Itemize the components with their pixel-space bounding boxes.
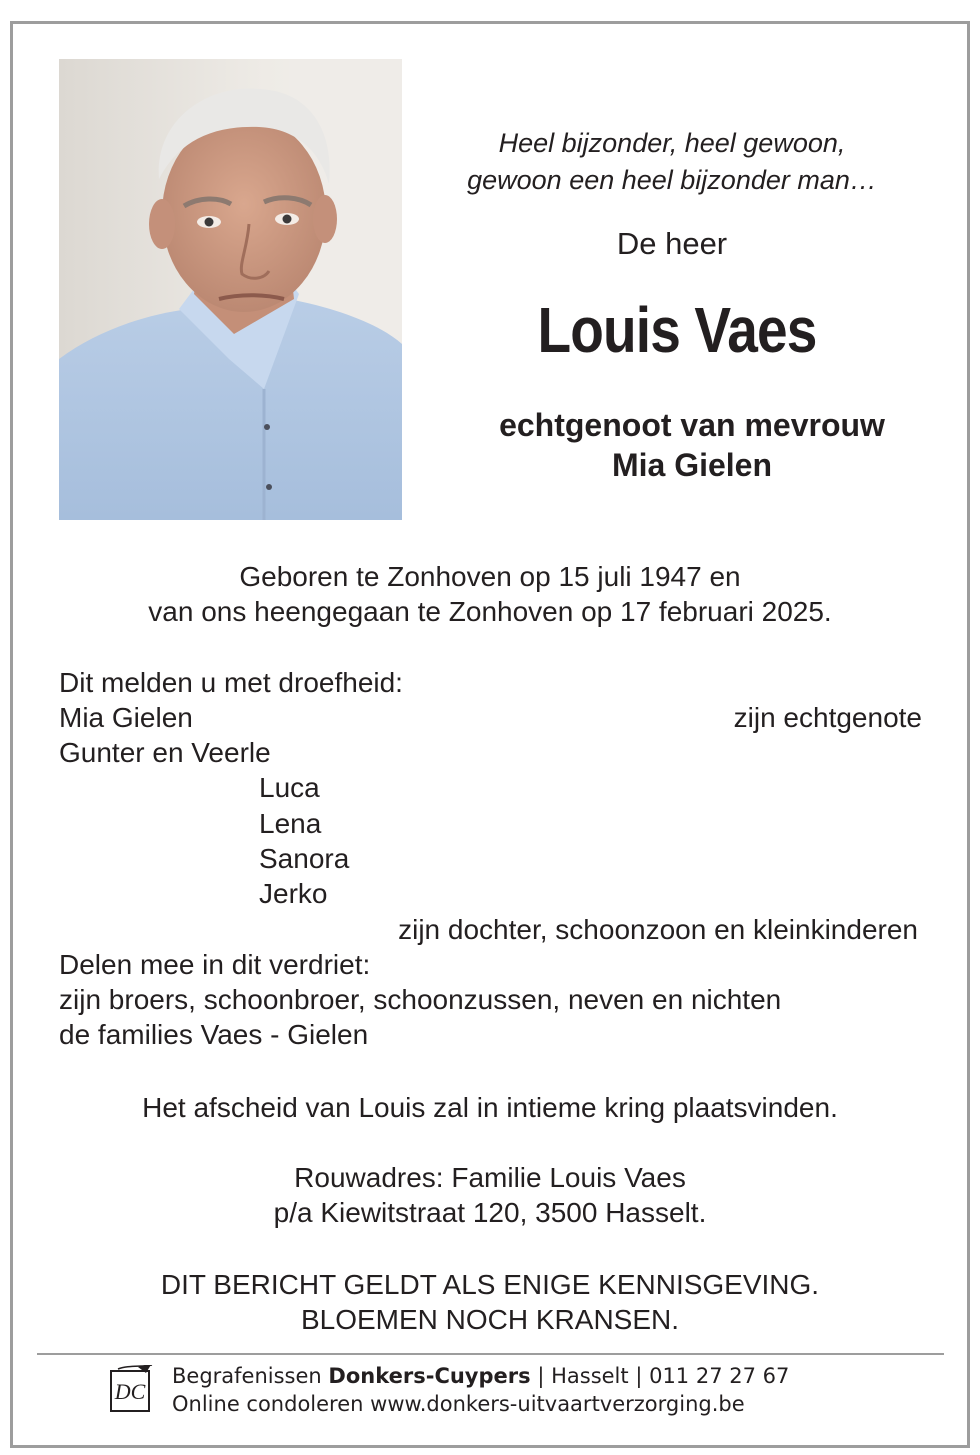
grandchild-name: Luca [259,772,320,803]
funeral-home-logo-icon [108,1365,154,1415]
footer-phone[interactable]: 011 27 27 67 [649,1364,790,1388]
announce-intro: Dit melden u met droefheid: [59,667,403,698]
quote-line-1: Heel bijzonder, heel gewoon, [498,128,846,158]
spouse-line-2: Mia Gielen [611,447,773,483]
footer-divider [37,1353,944,1355]
relatives-line-2: de families Vaes - Gielen [59,1019,369,1050]
mourning-address [0,1160,980,1230]
footer-line-2 [172,1390,745,1418]
relatives-line-1: zijn broers, schoonbroer, schoonzussen, neven en nichten [59,984,782,1015]
notice-line-2: BLOEMEN NOCH KRANSEN. [300,1304,680,1335]
spouse-relation: zijn echtgenote [733,702,922,733]
death-line: van ons heengegaan te Zonhoven op 17 februari 2025. [148,596,832,627]
honorific-title: De heer [616,226,728,261]
footer-sep: | [635,1364,643,1388]
funeral-home-name: Donkers-Cuypers [328,1364,531,1388]
website-link[interactable]: www.donkers-uitvaartverzorging.be [370,1392,745,1416]
grandchild-name: Jerko [259,878,328,909]
address-line-1: Rouwadres: Familie Louis Vaes [294,1162,686,1193]
memorial-quote [412,125,932,199]
grandchild-name: Sanora [259,843,350,874]
portrait-photo [59,59,402,520]
portrait-illustration [59,59,402,520]
official-notice [0,1267,980,1337]
spouse-reference [412,405,972,485]
footer-sep: | [537,1364,545,1388]
grandchild-name: Lena [259,808,322,839]
online-condolence-label: Online condoleren [172,1392,364,1416]
share-intro: Delen mee in dit verdriet: [59,949,371,980]
footer-prefix: Begrafenissen [172,1364,322,1388]
spouse-name: Mia Gielen [59,702,193,733]
birth-death-info [0,559,980,629]
children-relation: zijn dochter, schoonzoon en kleinkinderen [398,914,918,945]
birth-line: Geboren te Zonhoven op 15 juli 1947 en [239,561,741,592]
notice-line-1: DIT BERICHT GELDT ALS ENIGE KENNISGEVING. [160,1269,820,1300]
deceased-name: Louis Vaes [537,294,817,366]
children-names: Gunter en Veerle [59,737,271,768]
footer-line-1 [172,1362,789,1390]
logo-monogram: DC [114,1379,146,1404]
footer-city: Hasselt [551,1364,629,1388]
spouse-line-1: echtgenoot van mevrouw [499,407,885,443]
address-line-2: p/a Kiewitstraat 120, 3500 Hasselt. [273,1197,707,1228]
quote-line-2: gewoon een heel bijzonder man… [467,165,877,195]
farewell-text: Het afscheid van Louis zal in intieme kring plaatsvinden. [142,1092,838,1123]
